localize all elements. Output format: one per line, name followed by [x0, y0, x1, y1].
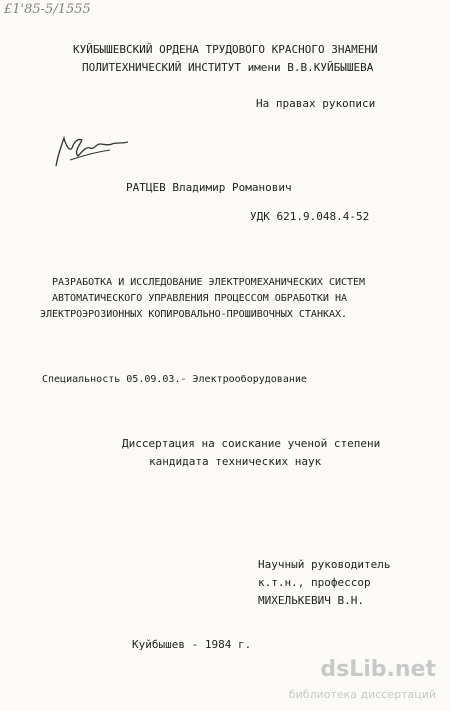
udk-code: УДК 621.9.048.4-52 — [250, 210, 370, 223]
handwritten-signature — [52, 130, 137, 175]
specialty: Специальность 05.09.03.- Электрооборудование — [42, 374, 307, 385]
dissertation-title-line-3: ЭЛЕКТРОЭРОЗИОННЫХ КОПИРОВАЛЬНО-ПРОШИВОЧНЫХ СТАНКАХ. — [40, 309, 348, 320]
manuscript-rights: На правах рукописи — [256, 97, 376, 110]
dissertation-title-line-1: РАЗРАБОТКА И ИССЛЕДОВАНИЕ ЭЛЕКТРОМЕХАНИЧЕСКИХ СИСТЕМ — [52, 277, 366, 288]
institute-line-2: ПОЛИТЕХНИЧЕСКИЙ ИНСТИТУТ имени В.В.КУЙБЫШЕВА — [82, 61, 374, 74]
dissertation-title-line-2: АВТОМАТИЧЕСКОГО УПРАВЛЕНИЯ ПРОЦЕССОМ ОБРАБОТКИ НА — [52, 293, 348, 304]
watermark — [286, 657, 436, 701]
supervisor-title: к.т.н., профессор — [258, 576, 371, 589]
degree-line-2: кандидата технических наук — [149, 455, 322, 468]
archive-stamp: £1'85-5/1555 — [4, 2, 91, 17]
author-name: РАТЦЕВ Владимир Романович — [126, 181, 292, 194]
supervisor-label: Научный руководитель — [258, 558, 391, 571]
city-year: Куйбышев - 1984 г. — [132, 638, 252, 651]
watermark-logo: dsLib.net — [320, 657, 436, 682]
watermark-text: библиотека диссертаций — [288, 688, 436, 701]
institute-line-1: КУЙБЫШЕВСКИЙ ОРДЕНА ТРУДОВОГО КРАСНОГО ЗНАМЕНИ — [73, 43, 378, 56]
supervisor-name: МИХЕЛЬКЕВИЧ В.Н. — [258, 594, 364, 607]
degree-line-1: Диссертация на соискание ученой степени — [122, 437, 381, 450]
